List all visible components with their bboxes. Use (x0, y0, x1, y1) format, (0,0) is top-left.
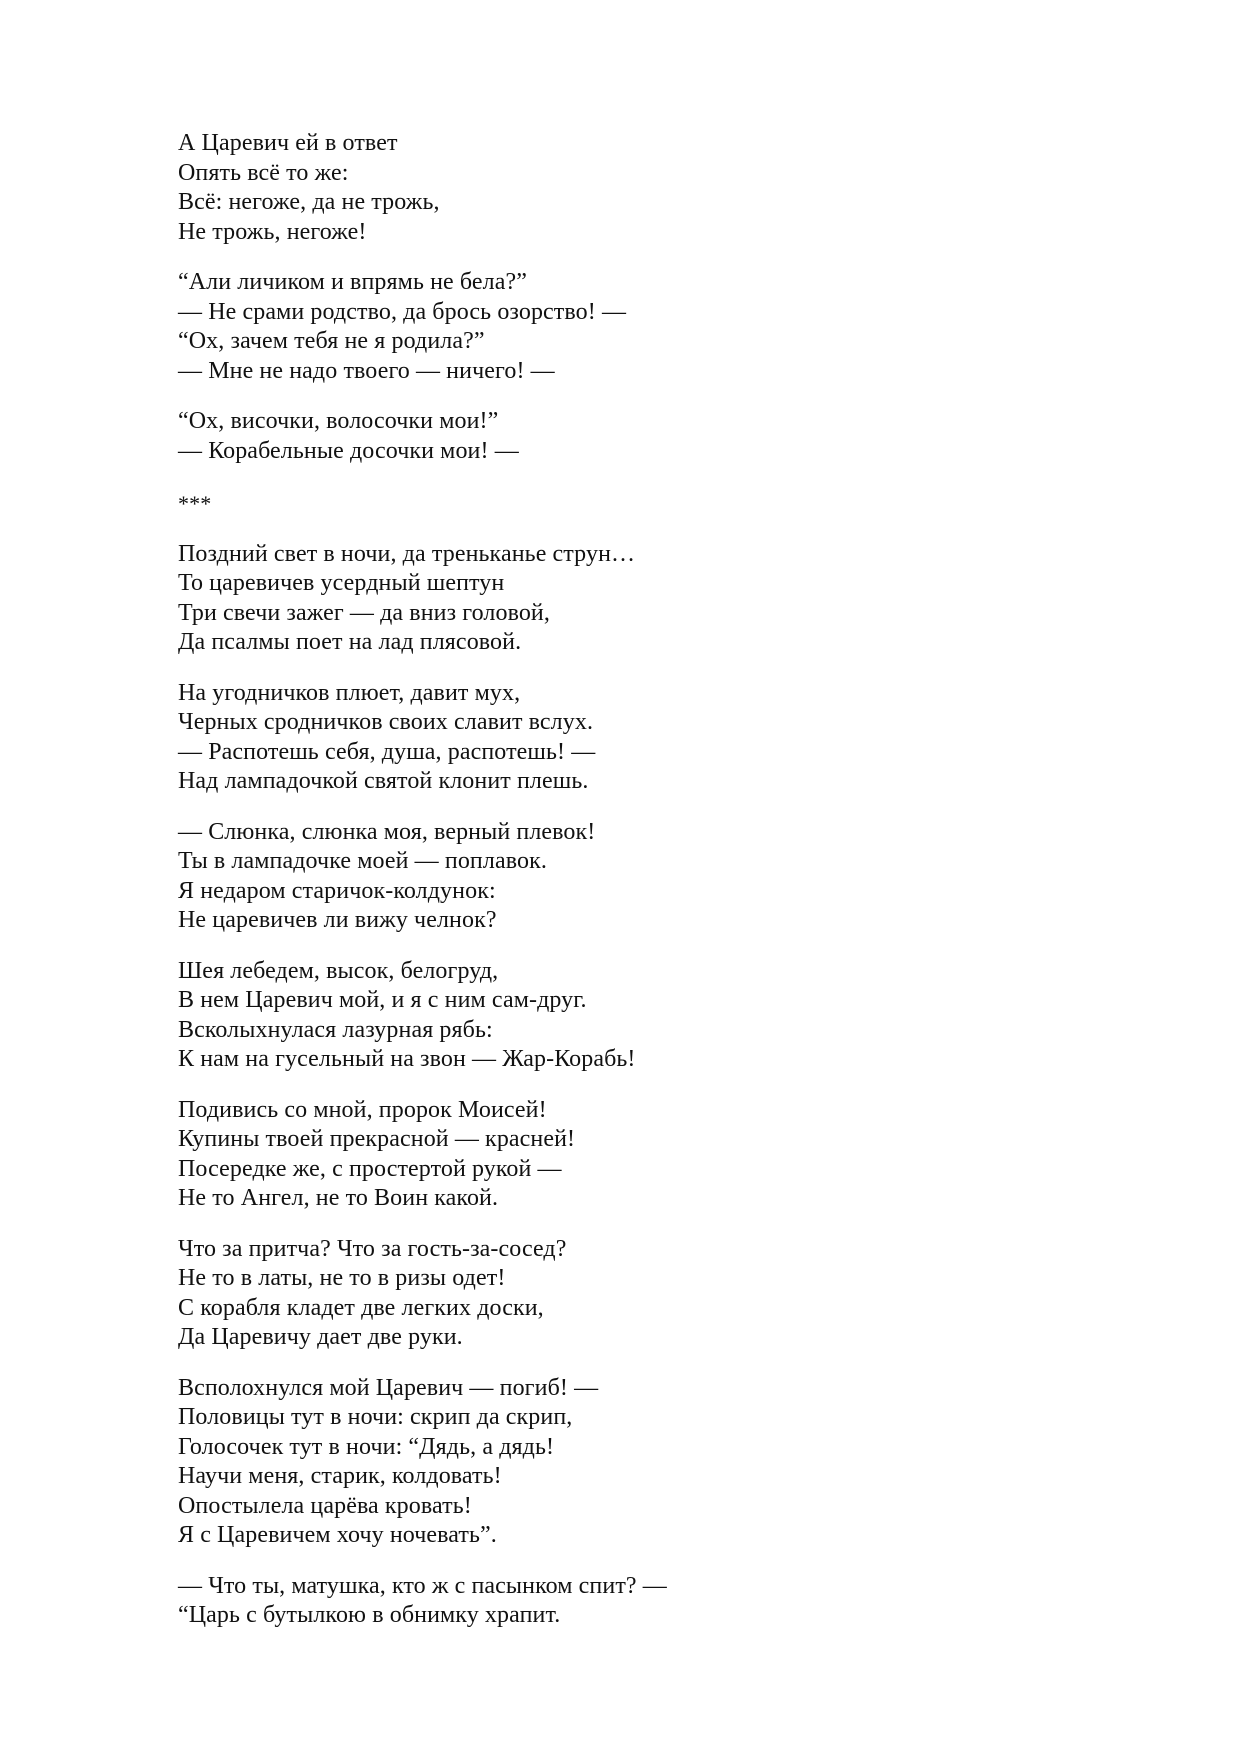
poem-line: Не трожь, негоже! (178, 218, 367, 245)
poem-line: Ты в лампадочке моей — поплавок. (178, 848, 547, 874)
poem-line: Над лампадочкой святой клонит плешь. (178, 768, 589, 794)
poem-line: Поздний свет в ночи, да треньканье струн… (178, 540, 636, 567)
poem-line: Посередке же, с простертой рукой — (178, 1155, 562, 1182)
stanza-7 (178, 957, 1078, 1075)
poem-line: Всё: негоже, да не трожь, (178, 189, 440, 215)
poem-line: Да Царевичу дает две руки. (178, 1324, 463, 1350)
poem-line: — Слюнка, слюнка моя, верный плевок! (178, 818, 596, 845)
poem-line: Три свечи зажег — да вниз головой, (178, 599, 550, 626)
poem-line: — Корабельные досочки мои! — (178, 437, 519, 464)
section-separator: *** (178, 491, 212, 516)
poem-line: Не то в латы, не то в ризы одет! (178, 1265, 506, 1291)
stanza-3 (178, 407, 1078, 466)
stanza-10 (178, 1374, 1078, 1551)
poem-line: “Али личиком и впрямь не бела?” (178, 269, 527, 295)
stanza-4 (178, 540, 1078, 658)
poem-text (178, 129, 1078, 1652)
poem-line: В нем Царевич мой, и я с ним сам-друг. (178, 987, 587, 1013)
poem-line: Я недаром старичок-колдунок: (178, 877, 496, 904)
poem-line: Опять всё то же: (178, 159, 349, 186)
poem-line: Я с Царевичем хочу ночевать”. (178, 1522, 497, 1548)
stanza-1 (178, 129, 1078, 247)
poem-line: — Мне не надо твоего — ничего! — (178, 357, 555, 384)
stanza-2 (178, 268, 1078, 386)
poem-line: На угодничков плюет, давит мух, (178, 679, 521, 706)
stanza-11 (178, 1572, 1078, 1631)
poem-line: Шея лебедем, высок, белогруд, (178, 957, 499, 984)
poem-line: Голосочек тут в ночи: “Дядь, а дядь! (178, 1433, 555, 1460)
poem-line: Половицы тут в ночи: скрип да скрип, (178, 1404, 573, 1430)
stanza-6 (178, 818, 1078, 936)
poem-line: Опостылела царёва кровать! (178, 1492, 472, 1519)
poem-line: — Что ты, матушка, кто ж с пасынком спит? — (178, 1572, 667, 1599)
poem-line: С корабля кладет две легких доски, (178, 1294, 544, 1321)
poem-line: Подивись со мной, пророк Моисей! (178, 1096, 547, 1123)
poem-line: — Распотешь себя, душа, распотешь! — (178, 738, 596, 765)
poem-line: “Ох, височки, волосочки мои!” (178, 408, 499, 434)
poem-line: Купины твоей прекрасной — красней! (178, 1126, 576, 1152)
poem-line: Не царевичев ли вижу челнок? (178, 907, 497, 933)
stanza-8 (178, 1096, 1078, 1214)
poem-line: Всколыхнулася лазурная рябь: (178, 1016, 493, 1043)
poem-line: Черных сродничков своих славит вслух. (178, 709, 594, 735)
poem-line: Да псалмы поет на лад плясовой. (178, 629, 522, 655)
stanza-9 (178, 1235, 1078, 1353)
poem-line: То царевичев усердный шептун (178, 570, 505, 596)
poem-line: К нам на гусельный на звон — Жар-Корабь! (178, 1046, 636, 1072)
poem-line: Научи меня, старик, колдовать! (178, 1463, 502, 1489)
poem-line: “Царь с бутылкою в обнимку храпит. (178, 1602, 561, 1628)
poem-line: А Царевич ей в ответ (178, 130, 398, 156)
poem-line: Что за притча? Что за гость-за-сосед? (178, 1235, 567, 1262)
stanza-5 (178, 679, 1078, 797)
poem-line: Всполохнулся мой Царевич — погиб! — (178, 1374, 599, 1401)
poem-line: “Ох, зачем тебя не я родила?” (178, 328, 485, 354)
poem-line: — Не срами родство, да брось озорство! — (178, 298, 627, 325)
poem-line: Не то Ангел, не то Воин какой. (178, 1185, 499, 1211)
